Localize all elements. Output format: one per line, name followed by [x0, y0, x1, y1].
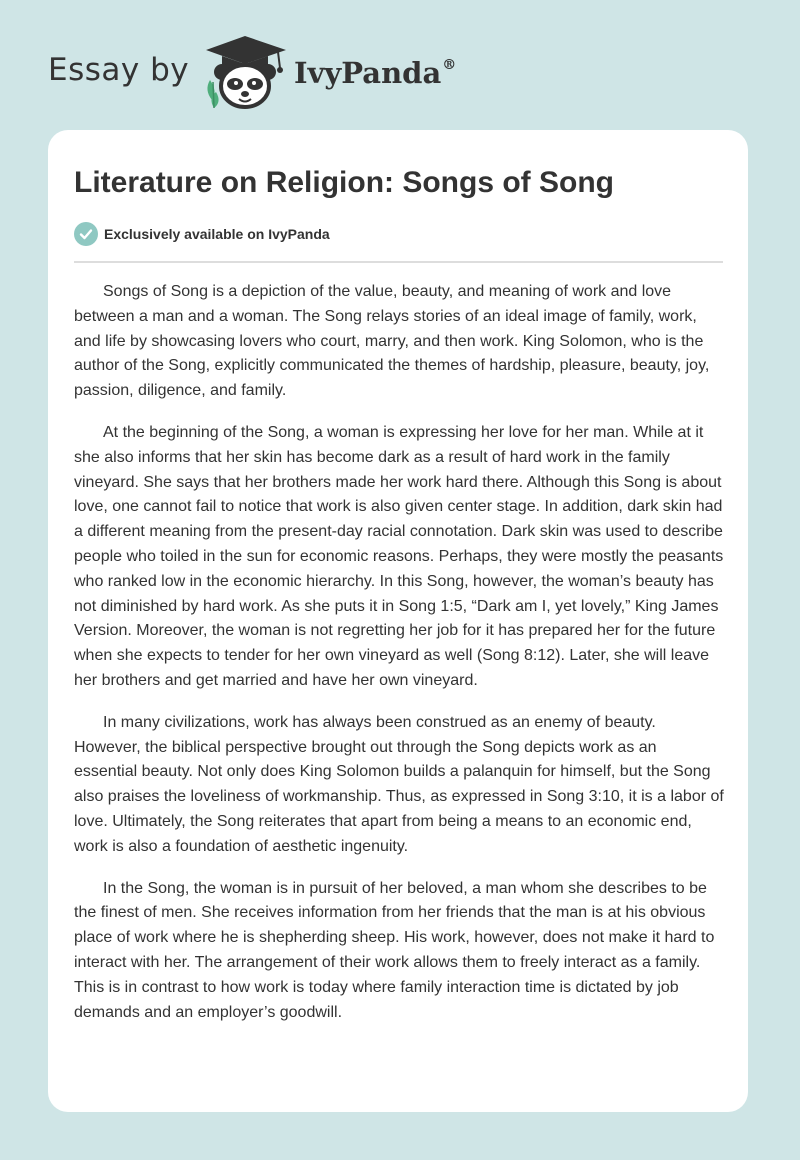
- brand-prefix: Essay by: [48, 52, 190, 88]
- page-title: Literature on Religion: Songs of Song: [74, 166, 614, 199]
- site-header: [48, 32, 748, 112]
- article-paragraph: In the Song, the woman is in pursuit of her beloved, a man whom she describes to be the finest of men. She receives information from her friends that the man is at his obvious place of work where he is shepherding sheep. His work, however, does not make it hard to interact with her. The arrangement of their work allows them to freely interact as a family. This is in contrast to how work is today where family interaction time is dictated by job demands and an employer’s goodwill.: [74, 879, 715, 1021]
- exclusive-badge-label: Exclusively available on IvyPanda: [104, 226, 330, 242]
- article-paragraph: Songs of Song is a depiction of the value, beauty, and meaning of work and love between a man and a woman. The Song relays stories of an ideal image of family, work, and life by showcasing lovers who court, marry, and then work. King Solomon, who is the author of the Song, explicitly communicated the themes of hardship, pleasure, beauty, joy, passion, diligence, and family.: [74, 283, 710, 400]
- article-paragraph: In many civilizations, work has always been construed as an enemy of beauty. However, the biblical perspective brought out through the Song depicts work as an essential beauty. Not only does King Solomon builds a palanquin for himself, but the Song also praises the loveliness of workmanship. Thus, as expressed in Song 3:10, it is a labor of love. Ultimately, the Song reiterates that apart from being a means to an economic end, work is also a foundation of aesthetic ingenuity.: [74, 713, 724, 855]
- panda-graduate-logo-icon: [202, 34, 292, 110]
- divider: [74, 261, 723, 263]
- exclusive-badge: [74, 222, 330, 246]
- article-card: [48, 130, 748, 1112]
- brand-name: [294, 56, 456, 90]
- check-circle-icon: [74, 222, 98, 246]
- article-body: [74, 280, 724, 1042]
- registered-mark: ®: [442, 57, 457, 73]
- article-paragraph: At the beginning of the Song, a woman is expressing her love for her man. While at it she also informs that her skin has become dark as a result of hard work in the family vineyard. She says that her brothers made her work hard there. Although this Song is about love, one cannot fail to notice that work is also given center stage. In addition, dark skin had a different meaning from the present-day racial connotation. Dark skin was used to describe people who toiled in the sun for economic reasons. Perhaps, they were mostly the peasants who ranked low in the economic hierarchy. In this Song, however, the woman’s beauty has not diminished by hard work. As she puts it in Song 1:5, “Dark am I, yet lovely,” King James Version. Moreover, the woman is not regretting her job for it has prepared her for the future when she expects to tender for her own vineyard as well (Song 8:12). Later, she will leave her brothers and get married and have her own vineyard.: [74, 423, 724, 689]
- brand-name-text: IvyPanda: [294, 56, 442, 90]
